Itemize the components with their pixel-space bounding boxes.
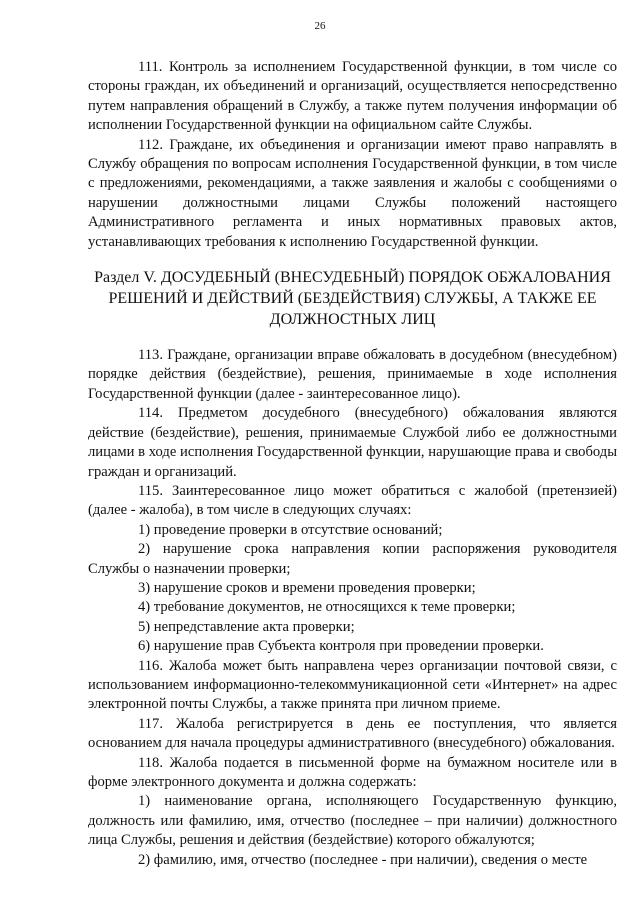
paragraph-112: 112. Граждане, их объединения и организации имеют право направлять в Службу обращения по вопросам исполнения Государственной функции, в том числе с предложениями, рекомендациями, а также заявления и жалобы с сообщениями о нарушении должностными лицами Службы положений настоящего Административного регламента и иных нормативных правовых актов, устанавливающих требования к исполнению Государственной функции.	[88, 136, 617, 250]
list-item-115-6: 6) нарушение прав Субъекта контроля при проведении проверки.	[138, 638, 544, 655]
page-number: 26	[314, 20, 326, 32]
paragraph-114: 114. Предметом досудебного (внесудебного) обжалования являются действие (бездействие), решения, принимаемые Службой либо ее должностными лицами в ходе исполнения Государственной функции, нарушающие права и свободы граждан и организаций.	[88, 405, 617, 480]
paragraph-118: 118. Жалоба подается в письменной форме на бумажном носителе или в форме электронного документа и должна содержать:	[88, 754, 617, 790]
document-body	[88, 58, 617, 870]
paragraph-113: 113. Граждане, организации вправе обжаловать в досудебном (внесудебном) порядке действия (бездействие), решения, принимаемые в ходе исполнения Государственной функции (далее - заинтересованное лицо).	[88, 347, 617, 402]
list-item-118-1: 1) наименование органа, исполняющего Государственную функцию, должность или фамилию, имя, отчество (последнее – при наличии) должностного лица Службы, решения и действия (бездействие) которого обжалуются;	[88, 793, 617, 849]
list-item-115-3: 3) нарушение сроков и времени проведения проверки;	[138, 579, 476, 596]
list-item-115-2: 2) нарушение срока направления копии распоряжения руководителя Службы о назначении проверки;	[88, 541, 617, 577]
paragraph-115: 115. Заинтересованное лицо может обратиться с жалобой (претензией) (далее - жалоба), в том числе в следующих случаях:	[88, 482, 617, 519]
paragraph-117: 117. Жалоба регистрируется в день ее поступления, что является основанием для начала процедуры административного (внесудебного) обжалования.	[88, 715, 617, 752]
paragraph-116: 116. Жалоба может быть направлена через организации почтовой связи, с использованием информационно-телекоммуникационной сети «Интернет» на адрес электронной почты Службы, а также принята при личном приеме.	[88, 657, 617, 713]
section-heading: Раздел V. ДОСУДЕБНЫЙ (ВНЕСУДЕБНЫЙ) ПОРЯДОК ОБЖАЛОВАНИЯ РЕШЕНИЙ И ДЕЙСТВИЙ (БЕЗДЕЙСТВИЯ) СЛУЖБЫ, А ТАКЖЕ ЕЕ ДОЛЖНОСТНЫХ ЛИЦ	[94, 269, 611, 329]
list-item-118-2: 2) фамилию, имя, отчество (последнее - при наличии), сведения о месте	[138, 851, 588, 868]
list-item-115-4: 4) требование документов, не относящихся к теме проверки;	[138, 599, 516, 616]
list-item-115-5: 5) непредставление акта проверки;	[138, 618, 355, 635]
list-item-115-1: 1) проведение проверки в отсутствие оснований;	[138, 521, 443, 538]
paragraph-111: 111. Контроль за исполнением Государственной функции, в том числе со стороны граждан, их объединений и организаций, осуществляется непосредственно путем направления обращений в Службу, а также путем получения информации об исполнении Государственной функции на официальном сайте Службы.	[88, 59, 617, 134]
